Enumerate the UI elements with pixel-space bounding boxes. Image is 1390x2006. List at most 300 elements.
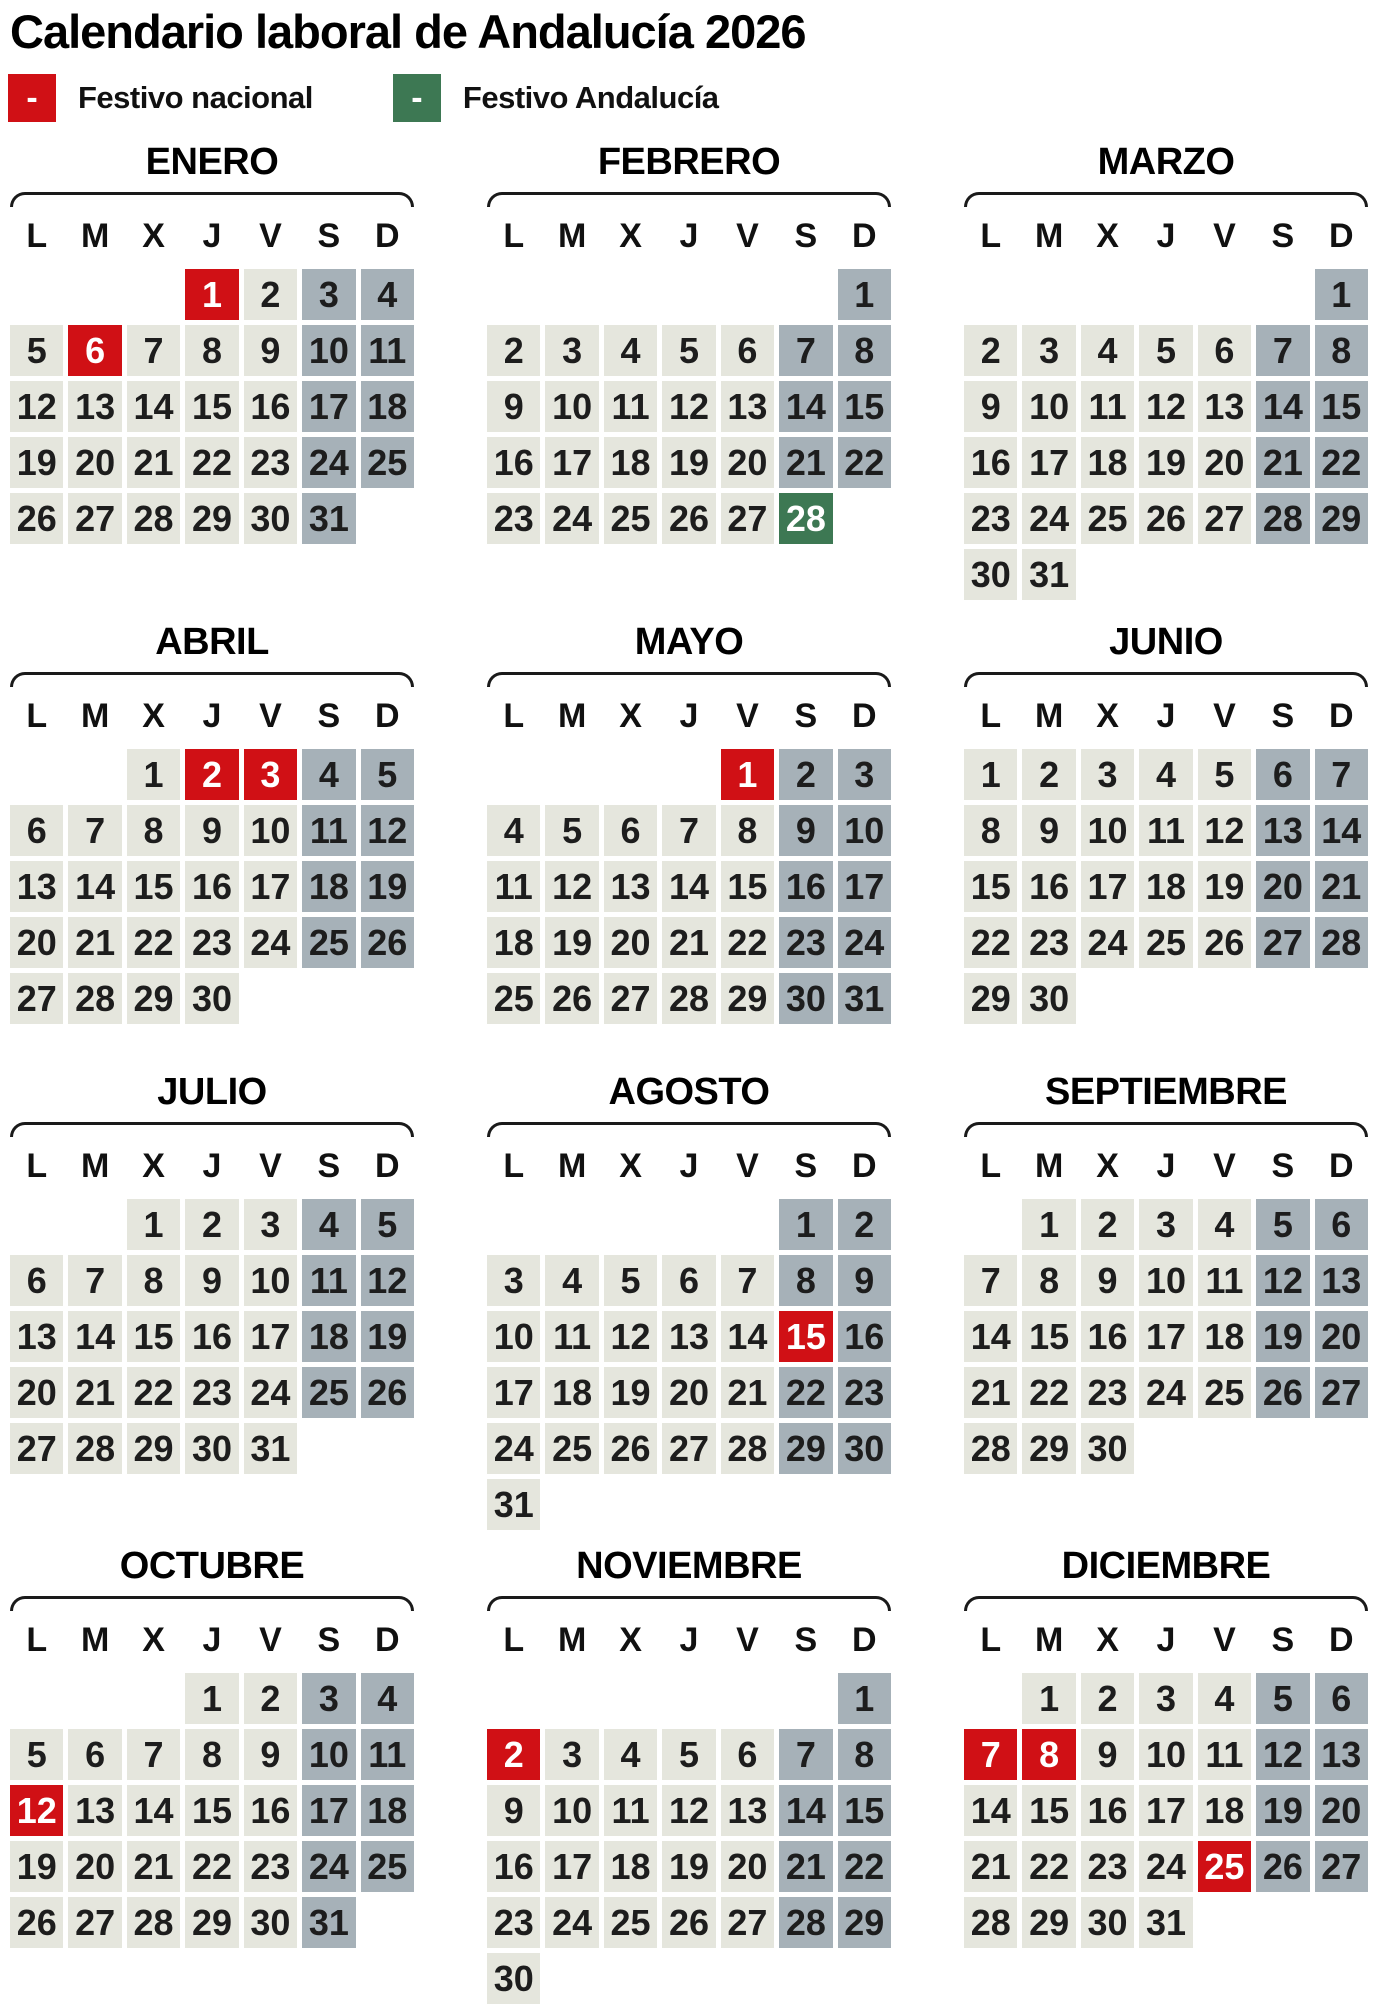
day-cell: 4	[1139, 749, 1192, 800]
day-cell: 15	[1022, 1311, 1075, 1362]
day-cell: 5	[662, 1729, 715, 1780]
day-cell: 9	[487, 1785, 540, 1836]
day-cell: 1	[1022, 1199, 1075, 1250]
day-cell: 26	[662, 1897, 715, 1948]
day-cell: 18	[487, 917, 540, 968]
day-cell: 15	[1315, 381, 1368, 432]
weekday-header: J	[679, 1147, 699, 1185]
day-cell: 2	[185, 749, 238, 800]
day-cell: 16	[487, 437, 540, 488]
month-days-grid	[964, 1673, 1368, 1948]
day-cell: 27	[1256, 917, 1309, 968]
day-cell: 29	[185, 493, 238, 544]
weekday-header: D	[374, 697, 400, 735]
day-cell: 3	[1139, 1673, 1192, 1724]
day-cell: 24	[244, 1367, 297, 1418]
day-cell: 30	[1081, 1423, 1134, 1474]
day-cell: 21	[779, 1841, 832, 1892]
weekday-header: J	[202, 697, 222, 735]
day-cell: 5	[545, 805, 598, 856]
day-cell: 28	[127, 493, 180, 544]
swatch-dash: -	[26, 79, 38, 117]
day-cell: 27	[721, 1897, 774, 1948]
day-cell: 6	[1315, 1199, 1368, 1250]
day-cell: 25	[1081, 493, 1134, 544]
day-cell: 20	[68, 437, 121, 488]
day-cell: 31	[487, 1479, 540, 1530]
day-cell: 24	[1139, 1367, 1192, 1418]
day-cell: 12	[361, 1255, 414, 1306]
empty-cell	[662, 1673, 715, 1724]
day-cell: 23	[779, 917, 832, 968]
day-cell: 24	[244, 917, 297, 968]
weekday-header: L	[980, 697, 1002, 735]
day-cell: 24	[487, 1423, 540, 1474]
day-cell: 12	[545, 861, 598, 912]
weekday-header: V	[259, 1621, 282, 1659]
day-cell: 8	[1022, 1255, 1075, 1306]
day-cell: 10	[545, 381, 598, 432]
day-cell: 27	[662, 1423, 715, 1474]
weekday-header: M	[80, 1621, 110, 1659]
weekday-header: J	[1156, 1621, 1176, 1659]
day-cell: 4	[361, 269, 414, 320]
weekday-header: J	[202, 1147, 222, 1185]
month-bracket	[487, 1596, 891, 1611]
day-cell: 16	[1081, 1311, 1134, 1362]
day-cell: 11	[1198, 1255, 1251, 1306]
day-cell: 13	[10, 861, 63, 912]
day-cell: 13	[721, 1785, 774, 1836]
legend	[8, 74, 1390, 122]
weekday-header: L	[980, 1621, 1002, 1659]
weekday-header: D	[1328, 1147, 1354, 1185]
weekday-header: X	[1096, 697, 1119, 735]
weekday-header: V	[736, 697, 759, 735]
day-cell: 7	[127, 1729, 180, 1780]
month-bracket	[964, 192, 1368, 207]
day-cell: 22	[838, 437, 891, 488]
month	[10, 1542, 414, 1948]
day-cell: 12	[10, 381, 63, 432]
day-cell: 2	[964, 325, 1017, 376]
day-cell: 4	[1198, 1673, 1251, 1724]
empty-cell	[10, 1673, 63, 1724]
day-cell: 1	[721, 749, 774, 800]
day-cell: 12	[662, 381, 715, 432]
day-cell: 17	[1081, 861, 1134, 912]
day-cell: 21	[662, 917, 715, 968]
day-cell: 1	[838, 1673, 891, 1724]
day-cell: 19	[1256, 1785, 1309, 1836]
calendar-quarter-row	[10, 1542, 1390, 2004]
month-days-grid	[487, 269, 891, 544]
month-bracket	[10, 1122, 414, 1137]
day-cell: 9	[779, 805, 832, 856]
day-cell: 24	[1081, 917, 1134, 968]
day-cell: 12	[10, 1785, 63, 1836]
day-cell: 1	[838, 269, 891, 320]
month-days-grid	[10, 749, 414, 1024]
day-cell: 14	[127, 1785, 180, 1836]
month-title: DICIEMBRE	[1061, 1545, 1271, 1587]
day-cell: 31	[302, 1897, 355, 1948]
weekday-header: M	[80, 1147, 110, 1185]
weekday-header: J	[679, 697, 699, 735]
day-cell: 30	[185, 973, 238, 1024]
day-cell: 14	[964, 1311, 1017, 1362]
day-cell: 10	[487, 1311, 540, 1362]
day-cell: 5	[1139, 325, 1192, 376]
andalucia-holiday-swatch	[393, 74, 441, 122]
weekday-header-row	[964, 1621, 1368, 1659]
day-cell: 30	[1081, 1897, 1134, 1948]
empty-cell	[10, 1199, 63, 1250]
month-days-grid	[487, 1673, 891, 2004]
empty-cell	[127, 1673, 180, 1724]
day-cell: 28	[68, 1423, 121, 1474]
legend-label-festivo-nacional: Festivo nacional	[78, 80, 313, 115]
day-cell: 22	[721, 917, 774, 968]
day-cell: 19	[545, 917, 598, 968]
day-cell: 3	[487, 1255, 540, 1306]
day-cell: 7	[721, 1255, 774, 1306]
day-cell: 7	[1315, 749, 1368, 800]
day-cell: 30	[185, 1423, 238, 1474]
weekday-header: S	[1271, 697, 1295, 735]
day-cell: 28	[779, 1897, 832, 1948]
day-cell: 16	[1022, 861, 1075, 912]
day-cell: 23	[487, 493, 540, 544]
day-cell: 21	[779, 437, 832, 488]
day-cell: 19	[1256, 1311, 1309, 1362]
empty-cell	[68, 269, 121, 320]
month-title: ABRIL	[155, 621, 269, 663]
day-cell: 27	[721, 493, 774, 544]
day-cell: 2	[487, 1729, 540, 1780]
day-cell: 21	[964, 1367, 1017, 1418]
day-cell: 28	[964, 1423, 1017, 1474]
day-cell: 21	[721, 1367, 774, 1418]
weekday-header-row	[10, 1621, 414, 1659]
empty-cell	[127, 269, 180, 320]
weekday-header: D	[374, 1147, 400, 1185]
day-cell: 18	[361, 1785, 414, 1836]
weekday-header: X	[1096, 1621, 1119, 1659]
day-cell: 24	[1139, 1841, 1192, 1892]
day-cell: 7	[662, 805, 715, 856]
day-cell: 21	[964, 1841, 1017, 1892]
day-cell: 6	[721, 1729, 774, 1780]
day-cell: 26	[604, 1423, 657, 1474]
day-cell: 29	[964, 973, 1017, 1024]
day-cell: 17	[302, 381, 355, 432]
day-cell: 14	[127, 381, 180, 432]
day-cell: 13	[10, 1311, 63, 1362]
day-cell: 4	[1081, 325, 1134, 376]
day-cell: 8	[127, 1255, 180, 1306]
month-days-grid	[10, 269, 414, 544]
day-cell: 26	[1139, 493, 1192, 544]
day-cell: 18	[604, 437, 657, 488]
weekday-header: S	[794, 697, 818, 735]
empty-cell	[662, 749, 715, 800]
weekday-header: S	[317, 1621, 341, 1659]
weekday-header: X	[1096, 1147, 1119, 1185]
day-cell: 13	[1198, 381, 1251, 432]
day-cell: 27	[1315, 1841, 1368, 1892]
day-cell: 26	[361, 1367, 414, 1418]
day-cell: 20	[662, 1367, 715, 1418]
weekday-header: S	[317, 1147, 341, 1185]
empty-cell	[964, 269, 1017, 320]
day-cell: 16	[838, 1311, 891, 1362]
empty-cell	[662, 269, 715, 320]
weekday-header: L	[503, 1147, 525, 1185]
weekday-header: J	[679, 217, 699, 255]
empty-cell	[604, 269, 657, 320]
day-cell: 22	[127, 917, 180, 968]
weekday-header: D	[1328, 697, 1354, 735]
day-cell: 24	[545, 493, 598, 544]
weekday-header: V	[259, 217, 282, 255]
weekday-header: X	[142, 1147, 165, 1185]
weekday-header: X	[619, 697, 642, 735]
day-cell: 11	[604, 1785, 657, 1836]
weekday-header: J	[1156, 697, 1176, 735]
day-cell: 12	[604, 1311, 657, 1362]
day-cell: 21	[127, 437, 180, 488]
weekday-header: D	[374, 1621, 400, 1659]
day-cell: 11	[361, 325, 414, 376]
weekday-header: L	[26, 1147, 48, 1185]
day-cell: 5	[10, 325, 63, 376]
weekday-header: D	[851, 697, 877, 735]
weekday-header: X	[619, 1147, 642, 1185]
day-cell: 5	[1198, 749, 1251, 800]
day-cell: 3	[545, 325, 598, 376]
weekday-header: X	[142, 217, 165, 255]
day-cell: 17	[545, 1841, 598, 1892]
day-cell: 9	[964, 381, 1017, 432]
day-cell: 15	[964, 861, 1017, 912]
day-cell: 19	[604, 1367, 657, 1418]
day-cell: 6	[1198, 325, 1251, 376]
day-cell: 3	[838, 749, 891, 800]
day-cell: 23	[185, 1367, 238, 1418]
weekday-header: V	[736, 1621, 759, 1659]
weekday-header-row	[10, 1147, 414, 1185]
day-cell: 3	[1081, 749, 1134, 800]
day-cell: 6	[10, 1255, 63, 1306]
day-cell: 7	[779, 325, 832, 376]
month-title: FEBRERO	[597, 141, 781, 183]
month-title: AGOSTO	[608, 1071, 770, 1113]
empty-cell	[487, 1199, 540, 1250]
weekday-header: D	[851, 1621, 877, 1659]
day-cell: 27	[1315, 1367, 1368, 1418]
month-days-grid	[964, 269, 1368, 600]
month-title: MARZO	[1097, 141, 1235, 183]
day-cell: 2	[1022, 749, 1075, 800]
weekday-header: M	[557, 1621, 587, 1659]
day-cell: 12	[361, 805, 414, 856]
day-cell: 15	[838, 1785, 891, 1836]
empty-cell	[1256, 269, 1309, 320]
weekday-header-row	[964, 217, 1368, 255]
day-cell: 3	[302, 1673, 355, 1724]
day-cell: 5	[10, 1729, 63, 1780]
day-cell: 17	[838, 861, 891, 912]
empty-cell	[68, 749, 121, 800]
day-cell: 11	[361, 1729, 414, 1780]
day-cell: 12	[1139, 381, 1192, 432]
day-cell: 22	[185, 1841, 238, 1892]
day-cell: 29	[127, 1423, 180, 1474]
day-cell: 1	[779, 1199, 832, 1250]
day-cell: 10	[302, 1729, 355, 1780]
weekday-header-row	[487, 1147, 891, 1185]
calendar	[0, 138, 1390, 2004]
month-bracket	[964, 1596, 1368, 1611]
day-cell: 4	[487, 805, 540, 856]
weekday-header-row	[10, 217, 414, 255]
day-cell: 12	[1256, 1729, 1309, 1780]
day-cell: 21	[1256, 437, 1309, 488]
day-cell: 23	[1081, 1841, 1134, 1892]
empty-cell	[1198, 269, 1251, 320]
day-cell: 4	[361, 1673, 414, 1724]
empty-cell	[1139, 269, 1192, 320]
day-cell: 17	[1022, 437, 1075, 488]
day-cell: 24	[1022, 493, 1075, 544]
weekday-header-row	[964, 697, 1368, 735]
day-cell: 14	[662, 861, 715, 912]
day-cell: 2	[1081, 1673, 1134, 1724]
day-cell: 30	[1022, 973, 1075, 1024]
day-cell: 9	[1081, 1255, 1134, 1306]
day-cell: 18	[1198, 1785, 1251, 1836]
day-cell: 11	[1081, 381, 1134, 432]
day-cell: 7	[127, 325, 180, 376]
day-cell: 13	[604, 861, 657, 912]
weekday-header: X	[1096, 217, 1119, 255]
day-cell: 13	[721, 381, 774, 432]
day-cell: 8	[127, 805, 180, 856]
day-cell: 12	[1198, 805, 1251, 856]
day-cell: 27	[10, 973, 63, 1024]
day-cell: 13	[1315, 1729, 1368, 1780]
day-cell: 10	[1081, 805, 1134, 856]
day-cell: 29	[779, 1423, 832, 1474]
day-cell: 10	[1139, 1255, 1192, 1306]
day-cell: 24	[302, 437, 355, 488]
day-cell: 16	[779, 861, 832, 912]
day-cell: 2	[838, 1199, 891, 1250]
day-cell: 22	[1022, 1841, 1075, 1892]
day-cell: 4	[1198, 1199, 1251, 1250]
day-cell: 13	[662, 1311, 715, 1362]
weekday-header: V	[1213, 1621, 1236, 1659]
day-cell: 20	[10, 1367, 63, 1418]
day-cell: 5	[1256, 1199, 1309, 1250]
day-cell: 6	[604, 805, 657, 856]
weekday-header: X	[619, 217, 642, 255]
day-cell: 17	[1139, 1311, 1192, 1362]
day-cell: 22	[964, 917, 1017, 968]
day-cell: 15	[838, 381, 891, 432]
day-cell: 25	[545, 1423, 598, 1474]
legend-item-festivo-andalucia	[393, 74, 719, 122]
day-cell: 28	[779, 493, 832, 544]
day-cell: 19	[361, 861, 414, 912]
day-cell: 1	[1022, 1673, 1075, 1724]
day-cell: 9	[185, 1255, 238, 1306]
day-cell: 20	[1198, 437, 1251, 488]
weekday-header: M	[80, 217, 110, 255]
day-cell: 30	[779, 973, 832, 1024]
day-cell: 25	[1198, 1841, 1251, 1892]
day-cell: 15	[127, 1311, 180, 1362]
day-cell: 27	[1198, 493, 1251, 544]
day-cell: 18	[1198, 1311, 1251, 1362]
day-cell: 19	[662, 437, 715, 488]
empty-cell	[10, 269, 63, 320]
day-cell: 24	[302, 1841, 355, 1892]
day-cell: 22	[838, 1841, 891, 1892]
weekday-header: D	[851, 217, 877, 255]
day-cell: 25	[302, 1367, 355, 1418]
day-cell: 15	[779, 1311, 832, 1362]
day-cell: 4	[302, 749, 355, 800]
day-cell: 29	[838, 1897, 891, 1948]
day-cell: 25	[361, 437, 414, 488]
weekday-header: S	[794, 1147, 818, 1185]
day-cell: 8	[964, 805, 1017, 856]
day-cell: 8	[185, 1729, 238, 1780]
day-cell: 22	[185, 437, 238, 488]
empty-cell	[545, 1199, 598, 1250]
day-cell: 3	[1022, 325, 1075, 376]
day-cell: 11	[1139, 805, 1192, 856]
day-cell: 4	[302, 1199, 355, 1250]
day-cell: 10	[1022, 381, 1075, 432]
day-cell: 6	[1256, 749, 1309, 800]
day-cell: 13	[68, 1785, 121, 1836]
day-cell: 29	[127, 973, 180, 1024]
day-cell: 14	[68, 861, 121, 912]
weekday-header: S	[317, 217, 341, 255]
day-cell: 28	[721, 1423, 774, 1474]
weekday-header: D	[374, 217, 400, 255]
empty-cell	[545, 1673, 598, 1724]
month-title: MAYO	[634, 621, 744, 663]
day-cell: 30	[487, 1953, 540, 2004]
day-cell: 17	[1139, 1785, 1192, 1836]
month-bracket	[964, 1122, 1368, 1137]
calendar-quarter-row	[10, 138, 1390, 600]
day-cell: 10	[244, 1255, 297, 1306]
day-cell: 17	[545, 437, 598, 488]
day-cell: 6	[1315, 1673, 1368, 1724]
day-cell: 27	[68, 1897, 121, 1948]
day-cell: 5	[604, 1255, 657, 1306]
day-cell: 13	[1315, 1255, 1368, 1306]
day-cell: 26	[361, 917, 414, 968]
labor-calendar-infographic	[0, 6, 1390, 2006]
day-cell: 5	[662, 325, 715, 376]
weekday-header-row	[10, 697, 414, 735]
